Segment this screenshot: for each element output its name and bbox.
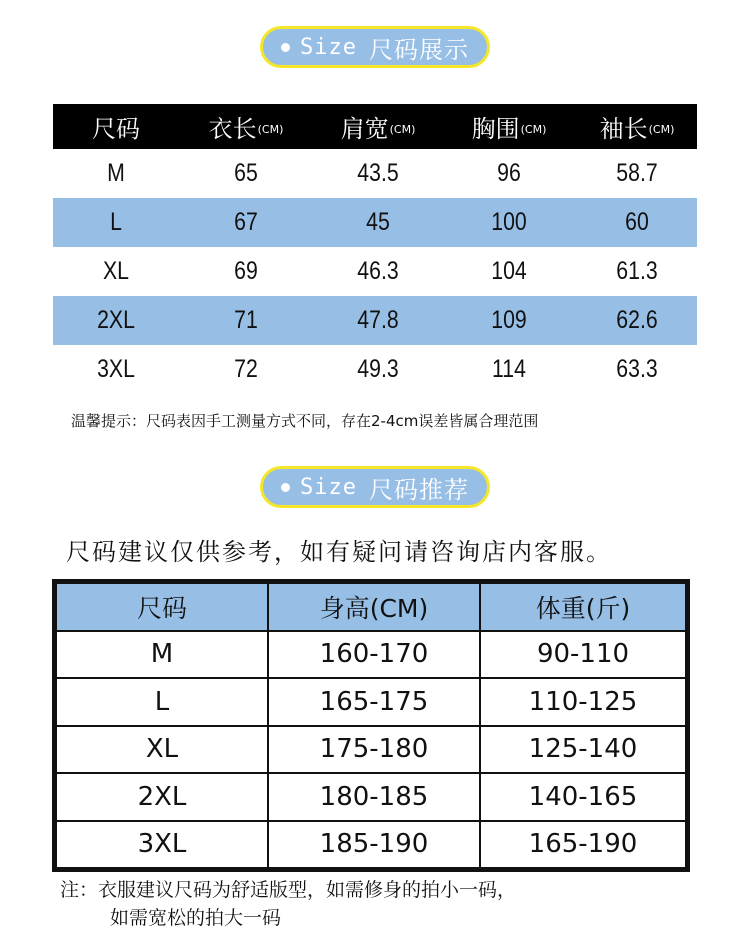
badge-zh: 尺码展示	[368, 35, 469, 64]
cell-length: 65	[234, 159, 258, 187]
cell-weight: 110-125	[480, 678, 686, 726]
cell-sleeve: 58.7	[616, 159, 658, 187]
cell-sleeve: 63.3	[616, 355, 658, 383]
cell-sleeve: 62.6	[616, 306, 658, 334]
cell-size: 2XL	[97, 306, 135, 334]
cell-shoulder: 47.8	[357, 306, 399, 334]
fit-note	[60, 876, 516, 932]
cell-weight: 90-110	[480, 631, 686, 679]
cell-shoulder: 46.3	[357, 257, 399, 285]
cell-chest: 104	[491, 257, 527, 285]
cell-size: XL	[56, 726, 268, 774]
measurement-tip: 温馨提示：尺码表因手工测量方式不同，存在2-4cm误差皆属合理范围	[71, 412, 539, 430]
cell-size: XL	[102, 257, 130, 285]
table-row	[56, 773, 686, 821]
badge-en: Size	[300, 34, 357, 60]
cell-height: 160-170	[268, 631, 480, 679]
bullet-icon	[281, 43, 290, 52]
cell-chest: 100	[491, 208, 527, 236]
cell-length: 71	[234, 306, 258, 334]
header-length: 衣长 (CM)	[208, 115, 284, 143]
cell-chest: 96	[497, 159, 521, 187]
size-recommend-badge	[260, 466, 490, 508]
table-row	[53, 149, 697, 198]
table-row	[56, 678, 686, 726]
header-chest: 胸围 (CM)	[471, 115, 547, 143]
table-row	[56, 631, 686, 679]
cell-chest: 109	[491, 306, 527, 334]
size-recommendation-table	[52, 579, 690, 872]
table-header	[56, 583, 686, 631]
cell-weight: 140-165	[480, 773, 686, 821]
cell-size: 2XL	[56, 773, 268, 821]
size-measurement-table	[53, 104, 697, 394]
cell-size: M	[107, 159, 125, 187]
note-line-1: 注：衣服建议尺码为舒适版型，如需修身的拍小一码，	[60, 879, 517, 901]
table-row	[53, 247, 697, 296]
cell-shoulder: 43.5	[357, 159, 399, 187]
cell-height: 185-190	[268, 821, 480, 869]
table-header	[53, 104, 697, 149]
cell-length: 72	[234, 355, 258, 383]
cell-size: L	[56, 678, 268, 726]
cell-weight: 165-190	[480, 821, 686, 869]
cell-size: L	[110, 208, 122, 236]
table-row	[53, 198, 697, 247]
cell-sleeve: 60	[625, 208, 649, 236]
bullet-icon	[281, 483, 290, 492]
recommendation-lead: 尺码建议仅供参考，如有疑问请咨询店内客服。	[66, 538, 612, 566]
cell-length: 69	[234, 257, 258, 285]
table-row	[56, 726, 686, 774]
cell-height: 180-185	[268, 773, 480, 821]
badge-zh: 尺码推荐	[368, 475, 469, 504]
cell-sleeve: 61.3	[616, 257, 658, 285]
table-row	[56, 821, 686, 869]
cell-weight: 125-140	[480, 726, 686, 774]
table-row	[53, 296, 697, 345]
cell-length: 67	[234, 208, 258, 236]
cell-size: 3XL	[97, 355, 135, 383]
header-size: 尺码	[92, 115, 140, 143]
size-display-badge	[260, 26, 490, 68]
header-size: 尺码	[56, 583, 268, 631]
table-row	[53, 345, 697, 394]
cell-height: 175-180	[268, 726, 480, 774]
note-line-2: 如需宽松的拍大一码	[110, 907, 282, 929]
header-weight: 体重(斤)	[480, 583, 686, 631]
cell-chest: 114	[492, 355, 526, 383]
badge-en: Size	[300, 474, 357, 500]
cell-size: M	[56, 631, 268, 679]
header-height: 身高(CM)	[268, 583, 480, 631]
cell-shoulder: 45	[366, 208, 390, 236]
cell-size: 3XL	[56, 821, 268, 869]
header-shoulder: 肩宽 (CM)	[340, 115, 416, 143]
cell-height: 165-175	[268, 678, 480, 726]
cell-shoulder: 49.3	[357, 355, 399, 383]
header-sleeve: 袖长 (CM)	[599, 115, 675, 143]
